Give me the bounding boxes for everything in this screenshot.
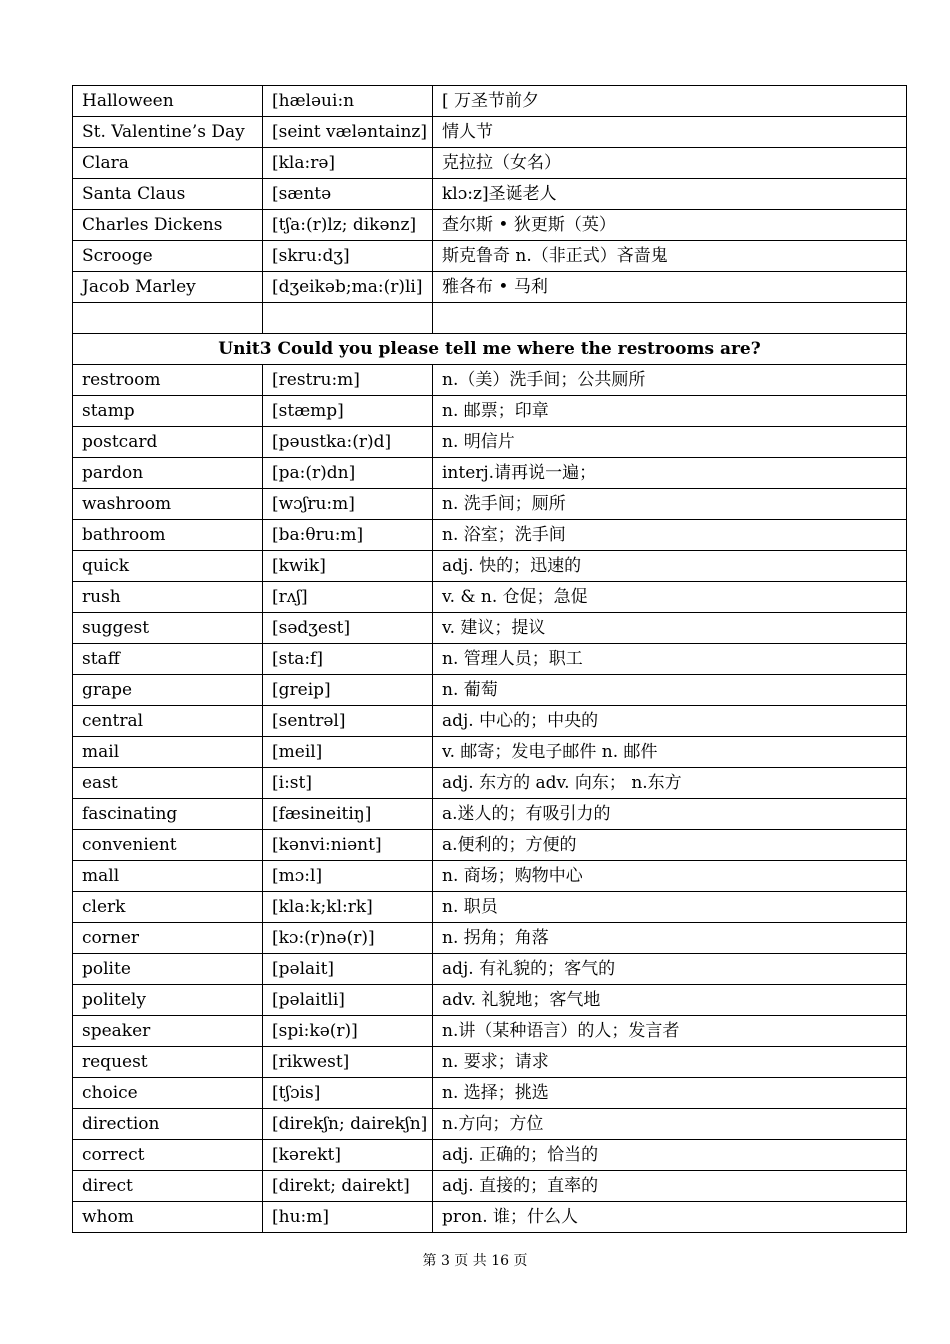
meaning-cell: 情人节 — [433, 117, 907, 148]
meaning-cell: n. 管理人员；职工 — [433, 644, 907, 675]
word-cell: quick — [73, 551, 263, 582]
phonetic-cell: [wɔʃru:m] — [263, 489, 433, 520]
meaning-cell: n. 明信片 — [433, 427, 907, 458]
meaning-cell: v. 建议；提议 — [433, 613, 907, 644]
phonetic-cell: [kla:k;kl:rk] — [263, 892, 433, 923]
meaning-cell: adj. 东方的 adv. 向东； n.东方 — [433, 768, 907, 799]
meaning-cell: a.便利的；方便的 — [433, 830, 907, 861]
phonetic-cell: [kwik] — [263, 551, 433, 582]
word-cell: Santa Claus — [73, 179, 263, 210]
phonetic-cell: [ba:θru:m] — [263, 520, 433, 551]
vocab-row — [73, 1171, 907, 1202]
phonetic-cell: [direkʃn; dairekʃn] — [263, 1109, 433, 1140]
vocab-row — [73, 799, 907, 830]
word-cell: polite — [73, 954, 263, 985]
phonetic-cell: [direkt; dairekt] — [263, 1171, 433, 1202]
phonetic-cell: [spi:kə(r)] — [263, 1016, 433, 1047]
phonetic-cell: [skru:dʒ] — [263, 241, 433, 272]
word-cell: mall — [73, 861, 263, 892]
vocab-row — [73, 86, 907, 117]
vocab-row — [73, 768, 907, 799]
word-cell: washroom — [73, 489, 263, 520]
vocab-row — [73, 303, 907, 334]
word-cell: choice — [73, 1078, 263, 1109]
meaning-cell: adj. 有礼貌的；客气的 — [433, 954, 907, 985]
meaning-cell: v. & n. 仓促；急促 — [433, 582, 907, 613]
vocab-row — [73, 1202, 907, 1233]
word-cell: politely — [73, 985, 263, 1016]
word-cell: staff — [73, 644, 263, 675]
meaning-cell: n. 葡萄 — [433, 675, 907, 706]
phonetic-cell: [restru:m] — [263, 365, 433, 396]
word-cell: corner — [73, 923, 263, 954]
phonetic-cell: [kənvi:niənt] — [263, 830, 433, 861]
phonetic-cell: [hu:m] — [263, 1202, 433, 1233]
meaning-cell: n.方向；方位 — [433, 1109, 907, 1140]
meaning-cell: adj. 快的；迅速的 — [433, 551, 907, 582]
meaning-cell: pron. 谁；什么人 — [433, 1202, 907, 1233]
word-cell: stamp — [73, 396, 263, 427]
meaning-cell: a.迷人的；有吸引力的 — [433, 799, 907, 830]
vocab-row — [73, 117, 907, 148]
phonetic-cell: [dʒeikəb;ma:(r)li] — [263, 272, 433, 303]
meaning-cell: v. 邮寄；发电子邮件 n. 邮件 — [433, 737, 907, 768]
meaning-cell: adj. 直接的；直率的 — [433, 1171, 907, 1202]
vocab-row — [73, 241, 907, 272]
vocab-row — [73, 1016, 907, 1047]
phonetic-cell: [i:st] — [263, 768, 433, 799]
word-cell: whom — [73, 1202, 263, 1233]
phonetic-cell: [seint væləntainz] — [263, 117, 433, 148]
meaning-cell: adv. 礼貌地；客气地 — [433, 985, 907, 1016]
page-footer: 第 3 页 共 16 页 — [422, 1253, 528, 1269]
meaning-cell: n.（美）洗手间；公共厕所 — [433, 365, 907, 396]
meaning-cell: klɔ:z]圣诞老人 — [433, 179, 907, 210]
word-cell: restroom — [73, 365, 263, 396]
vocab-row — [73, 830, 907, 861]
word-cell — [73, 303, 263, 334]
vocabulary-table — [72, 85, 907, 1233]
vocab-row — [73, 520, 907, 551]
word-cell: Jacob Marley — [73, 272, 263, 303]
word-cell: convenient — [73, 830, 263, 861]
vocab-row — [73, 148, 907, 179]
vocab-row — [73, 861, 907, 892]
meaning-cell: n. 商场；购物中心 — [433, 861, 907, 892]
word-cell: fascinating — [73, 799, 263, 830]
word-cell: clerk — [73, 892, 263, 923]
phonetic-cell: [hæləui:n — [263, 86, 433, 117]
word-cell: suggest — [73, 613, 263, 644]
vocab-row — [73, 675, 907, 706]
word-cell: speaker — [73, 1016, 263, 1047]
meaning-cell: n. 拐角；角落 — [433, 923, 907, 954]
vocab-row — [73, 489, 907, 520]
phonetic-cell: [pəlait] — [263, 954, 433, 985]
phonetic-cell: [greip] — [263, 675, 433, 706]
word-cell: Charles Dickens — [73, 210, 263, 241]
word-cell: bathroom — [73, 520, 263, 551]
vocab-row — [73, 954, 907, 985]
phonetic-cell: [meil] — [263, 737, 433, 768]
phonetic-cell: [pəlaitli] — [263, 985, 433, 1016]
vocabulary-table-body — [73, 86, 907, 1233]
vocab-row — [73, 551, 907, 582]
meaning-cell: adj. 正确的；恰当的 — [433, 1140, 907, 1171]
section-header-row — [73, 334, 907, 365]
phonetic-cell: [fæsineitiŋ] — [263, 799, 433, 830]
phonetic-cell: [kɔ:(r)nə(r)] — [263, 923, 433, 954]
meaning-cell: 斯克鲁奇 n.（非正式）吝啬鬼 — [433, 241, 907, 272]
phonetic-cell: [tʃa:(r)lz; dikənz] — [263, 210, 433, 241]
vocab-row — [73, 365, 907, 396]
meaning-cell: adj. 中心的；中央的 — [433, 706, 907, 737]
phonetic-cell: [pa:(r)dn] — [263, 458, 433, 489]
vocab-row — [73, 396, 907, 427]
vocab-row — [73, 644, 907, 675]
meaning-cell — [433, 303, 907, 334]
meaning-cell: n.讲（某种语言）的人；发言者 — [433, 1016, 907, 1047]
meaning-cell: 雅各布 • 马利 — [433, 272, 907, 303]
phonetic-cell: [tʃɔis] — [263, 1078, 433, 1109]
phonetic-cell: [sta:f] — [263, 644, 433, 675]
phonetic-cell: [kla:rə] — [263, 148, 433, 179]
meaning-cell: [ 万圣节前夕 — [433, 86, 907, 117]
word-cell: St. Valentine’s Day — [73, 117, 263, 148]
vocab-row — [73, 706, 907, 737]
meaning-cell: n. 要求；请求 — [433, 1047, 907, 1078]
vocab-row — [73, 737, 907, 768]
vocab-row — [73, 458, 907, 489]
meaning-cell: 克拉拉（女名） — [433, 148, 907, 179]
phonetic-cell: [sentrəl] — [263, 706, 433, 737]
meaning-cell: n. 邮票；印章 — [433, 396, 907, 427]
vocab-row — [73, 1109, 907, 1140]
word-cell: east — [73, 768, 263, 799]
vocab-row — [73, 179, 907, 210]
phonetic-cell: [rikwest] — [263, 1047, 433, 1078]
phonetic-cell: [sæntə — [263, 179, 433, 210]
phonetic-cell: [stæmp] — [263, 396, 433, 427]
vocab-row — [73, 892, 907, 923]
meaning-cell: n. 职员 — [433, 892, 907, 923]
vocab-row — [73, 1078, 907, 1109]
vocab-row — [73, 613, 907, 644]
word-cell: pardon — [73, 458, 263, 489]
meaning-cell: 查尔斯 • 狄更斯（英） — [433, 210, 907, 241]
vocab-row — [73, 923, 907, 954]
word-cell: direct — [73, 1171, 263, 1202]
phonetic-cell — [263, 303, 433, 334]
word-cell: Scrooge — [73, 241, 263, 272]
word-cell: direction — [73, 1109, 263, 1140]
word-cell: mail — [73, 737, 263, 768]
word-cell: Halloween — [73, 86, 263, 117]
meaning-cell: interj.请再说一遍； — [433, 458, 907, 489]
section-title: Unit3 Could you please tell me where the restrooms are? — [73, 334, 907, 365]
word-cell: correct — [73, 1140, 263, 1171]
vocab-row — [73, 427, 907, 458]
meaning-cell: n. 洗手间；厕所 — [433, 489, 907, 520]
meaning-cell: n. 选择；挑选 — [433, 1078, 907, 1109]
word-cell: postcard — [73, 427, 263, 458]
vocab-row — [73, 210, 907, 241]
phonetic-cell: [sədʒest] — [263, 613, 433, 644]
meaning-cell: n. 浴室；洗手间 — [433, 520, 907, 551]
phonetic-cell: [mɔ:l] — [263, 861, 433, 892]
word-cell: rush — [73, 582, 263, 613]
vocab-row — [73, 985, 907, 1016]
word-cell: central — [73, 706, 263, 737]
vocab-row — [73, 272, 907, 303]
phonetic-cell: [pəustka:(r)d] — [263, 427, 433, 458]
word-cell: request — [73, 1047, 263, 1078]
vocab-row — [73, 1140, 907, 1171]
word-cell: Clara — [73, 148, 263, 179]
phonetic-cell: [rʌʃ] — [263, 582, 433, 613]
vocab-row — [73, 1047, 907, 1078]
phonetic-cell: [kərekt] — [263, 1140, 433, 1171]
vocab-row — [73, 582, 907, 613]
word-cell: grape — [73, 675, 263, 706]
